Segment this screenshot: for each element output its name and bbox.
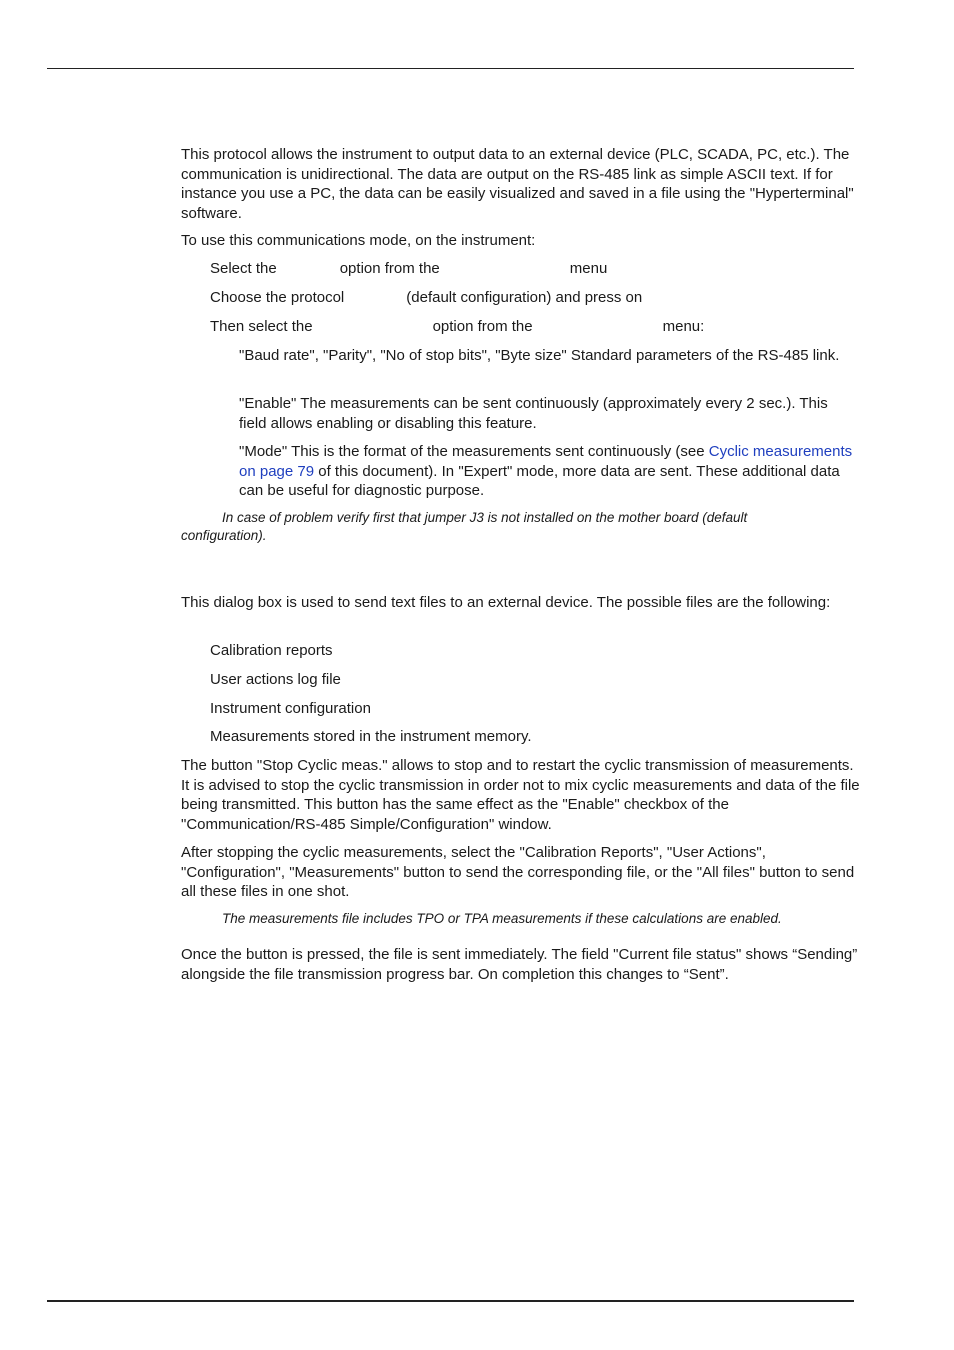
file-list-item: Calibration reports xyxy=(210,642,333,659)
file-list-item: Measurements stored in the instrument memory. xyxy=(210,728,532,745)
file-list-item: User actions log file xyxy=(210,671,341,688)
step-2-text-a: Choose the protocol xyxy=(210,289,345,306)
step-3 xyxy=(210,317,860,337)
step-3-text-c: menu: xyxy=(662,318,705,335)
cyclic-measurements-link[interactable]: Cyclic measurements on page 79 xyxy=(239,443,853,480)
sub-item-mode xyxy=(239,442,859,501)
header-rule xyxy=(47,68,854,69)
sub-item-mode-text-a: "Mode" This is the format of the measurements sent continuously (see xyxy=(239,443,709,460)
step-2 xyxy=(210,288,860,308)
file-list-item: Instrument configuration xyxy=(210,700,371,717)
step-3-text-b: option from the xyxy=(432,318,533,335)
sub-item-mode-text-b: of this document). In "Expert" mode, more data are sent. These additional data can be useful for diagnostic purpose. xyxy=(239,462,840,499)
stop-cyclic-paragraph: The button "Stop Cyclic meas." allows to stop and to restart the cyclic transmission of measurements. It is advised to stop the cyclic transmission in order not to mix cyclic measurements and data of the file being transmitted. This button has the same effect as the "Enable" checkbox of the "Communication/RS-485 Simple/Configuration" window. xyxy=(181,757,860,833)
step-1-text-b: option from the xyxy=(339,260,440,277)
measurements-file-note: The measurements file includes TPO or TPA measurements if these calculations are enabled. xyxy=(222,911,782,926)
dialog-intro-paragraph: This dialog box is used to send text files to an external device. The possible files are the following: xyxy=(181,594,831,611)
step-2-text-b: (default configuration) and press on xyxy=(406,289,643,306)
step-1-text-c: menu xyxy=(569,260,608,277)
after-stopping-paragraph: After stopping the cyclic measurements, select the "Calibration Reports", "User Actions", "Configuration", "Measurements" button to send the corresponding file, or the "All files" button to send all these files in one shot. xyxy=(181,844,855,900)
to-use-paragraph: To use this communications mode, on the instrument: xyxy=(181,232,536,249)
sub-item-enable: "Enable" The measurements can be sent continuously (approximately every 2 sec.). This field allows enabling or disabling this feature. xyxy=(239,395,828,432)
file-sent-paragraph: Once the button is pressed, the file is sent immediately. The field "Current file status" shows “Sending” alongside the file transmission progress bar. On completion this changes to “Sent”. xyxy=(181,946,858,983)
jumper-note: In case of problem verify first that jumper J3 is not installed on the mother board (default configuration). xyxy=(181,510,748,543)
sub-item-baud-rate: "Baud rate", "Parity", "No of stop bits", "Byte size" Standard parameters of the RS-485 link. xyxy=(239,347,840,364)
step-1 xyxy=(210,259,860,279)
protocol-intro-paragraph: This protocol allows the instrument to output data to an external device (PLC, SCADA, PC, etc.). The communication is unidirectional. The data are output on the RS-485 link as simple ASCII text. If for instance you use a PC, the data can be easily visualized and saved in a file using the "Hyperterminal" software. xyxy=(181,146,854,222)
footer-rule xyxy=(47,1300,854,1302)
step-3-text-a: Then select the xyxy=(210,318,313,335)
step-1-text-a: Select the xyxy=(210,260,277,277)
